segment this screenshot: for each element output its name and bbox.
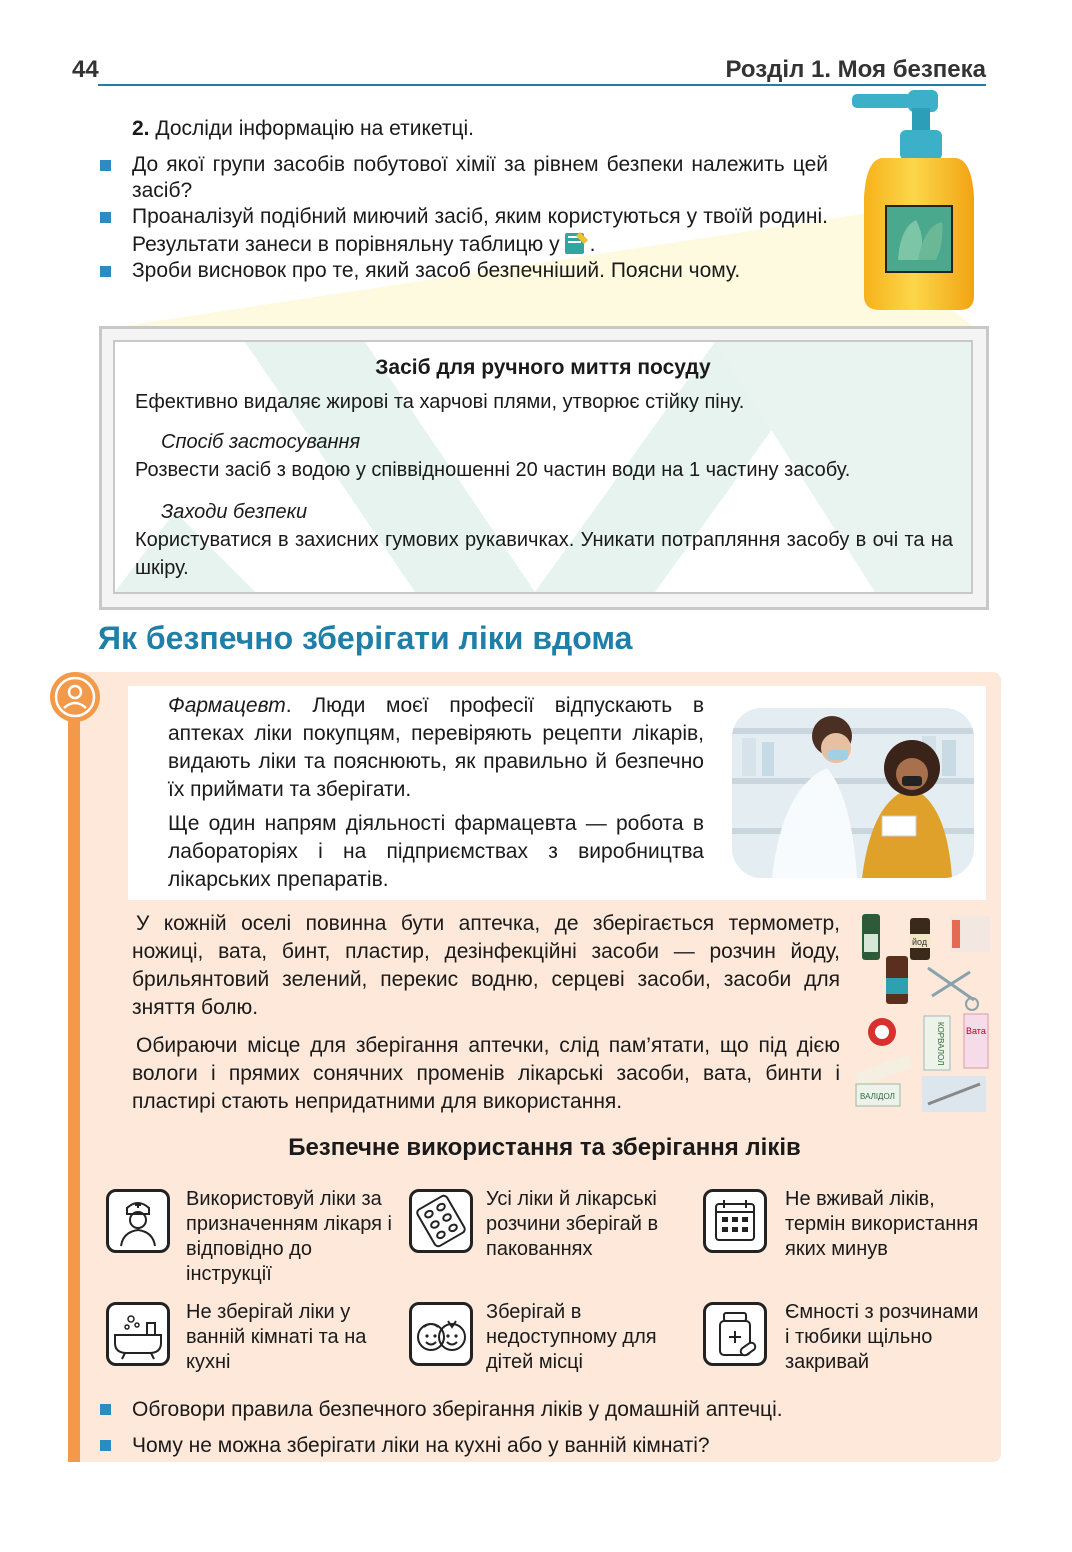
accent-bar: [68, 700, 80, 1462]
rules-title: Безпечне використання та зберігання ліків: [288, 1134, 801, 1161]
doctor-icon: [106, 1189, 170, 1253]
safety-heading: Заходи безпеки: [161, 501, 308, 523]
rule-text: Не зберігай ліки у ванній кімнаті та на кухні: [186, 1301, 367, 1373]
task-prompt: [132, 116, 832, 142]
section-title: Розділ 1. Моя безпека: [725, 56, 986, 83]
task-bullet: До якої групи засобів побутової хімії за рівнем безпеки належить цей засіб?: [100, 152, 828, 204]
corvalol-box-label: КОРВАЛОЛ: [936, 1022, 945, 1066]
task-bullet: Зроби висновок про те, який засоб безпечніший. Поясни чому.: [100, 258, 828, 284]
header-divider: [98, 84, 986, 86]
rule-text: Зберігай в недоступному для дітей місці: [486, 1301, 657, 1373]
children-icon: [409, 1302, 473, 1366]
safety-text: Користуватися в захисних гумових рукавичках. Уникати потрапляння засобу в очі та на шкіру.: [135, 529, 953, 579]
pharmacist-text: Фармацевт. Люди моєї професії відпускають в аптеках ліки покупцям, перевіряють рецепти лікарів, видають ліки та пояснюють, як правильно й безпечно їх приймати та зберігати. Ще один напрям діяльності фармацевта — робота в лабораторіях і на підприємствах з виробництва лікарських препаратів.: [168, 692, 704, 900]
task-prompt-text: Досліди інформацію на етикетці.: [155, 117, 475, 140]
cotton-box-label: Вата: [966, 1026, 986, 1036]
rule-text: Не вживай ліків, термін використання яких минув: [785, 1188, 979, 1260]
first-aid-paragraph-1: У кожній оселі повинна бути аптечка, де зберігається термометр, ножиці, вата, бинт, пластир, дезінфекційні засоби — розчин йоду, брильянтовий зелений, перекис водню, серцеві засоби, засоби для зняття болю.: [132, 912, 840, 1019]
label-description: Ефективно видаляє жирові та харчові плями, утворює стійку піну.: [135, 391, 745, 413]
first-aid-items-illustration: [852, 904, 992, 1114]
usage-text: Розвести засіб з водою у співвідношенні 20 частин води на 1 частину засобу.: [135, 459, 851, 481]
question-item: Обговори правила безпечного зберігання ліків у домашній аптечці.: [100, 1392, 980, 1428]
soap-bottle-illustration: [852, 88, 978, 314]
usage-heading: Спосіб застосування: [161, 431, 361, 453]
label-title: Засіб для ручного миття посуду: [375, 356, 711, 379]
product-label: [113, 340, 973, 594]
medicine-jar-icon: [703, 1302, 767, 1366]
discussion-questions: [100, 1392, 980, 1464]
rule-text: Усі ліки й лікарські розчини зберігай в пакованнях: [486, 1188, 659, 1260]
task-bullet: Проаналізуй подібний миючий засіб, яким користуються у твоїй родині. Результати занеси в порівняльну таблицю у .: [100, 204, 828, 258]
iodine-bottle-label: йод: [912, 937, 928, 947]
pharmacist-term: Фармацевт: [168, 694, 286, 717]
section-heading: Як безпечно зберігати ліки вдома: [98, 620, 633, 656]
task-bullets: [100, 152, 828, 284]
first-aid-paragraph-2: Обираючи місце для зберігання аптечки, слід пам’ятати, що під дією вологи і прямих сонячних променів лікарські засоби, вата, бинти і пластирі стають непридатними для використання.: [132, 1034, 840, 1113]
first-aid-text: [132, 910, 840, 1126]
pharmacist-paragraph-2: Ще один напрям діяльності фармацевта — робота в лабораторіях і на підприємствах з виробництва лікарських препаратів.: [168, 812, 704, 891]
rule-text: Використовуй ліки за призначенням лікаря і відповідно до інструкції: [186, 1188, 392, 1285]
notebook-icon: [562, 230, 590, 256]
pill-blister-icon: [409, 1189, 473, 1253]
task-number: 2.: [132, 117, 150, 140]
validol-box-label: ВАЛІДОЛ: [860, 1092, 895, 1101]
page-number: 44: [72, 56, 99, 83]
profession-icon: [50, 672, 100, 722]
pharmacy-photo: [732, 708, 974, 878]
bathtub-icon: [106, 1302, 170, 1366]
rule-text: Ємності з розчинами і тюбики щільно закривай: [785, 1301, 979, 1373]
question-item: Чому не можна зберігати ліки на кухні або у ванній кімнаті?: [100, 1428, 980, 1464]
calendar-icon: [703, 1189, 767, 1253]
